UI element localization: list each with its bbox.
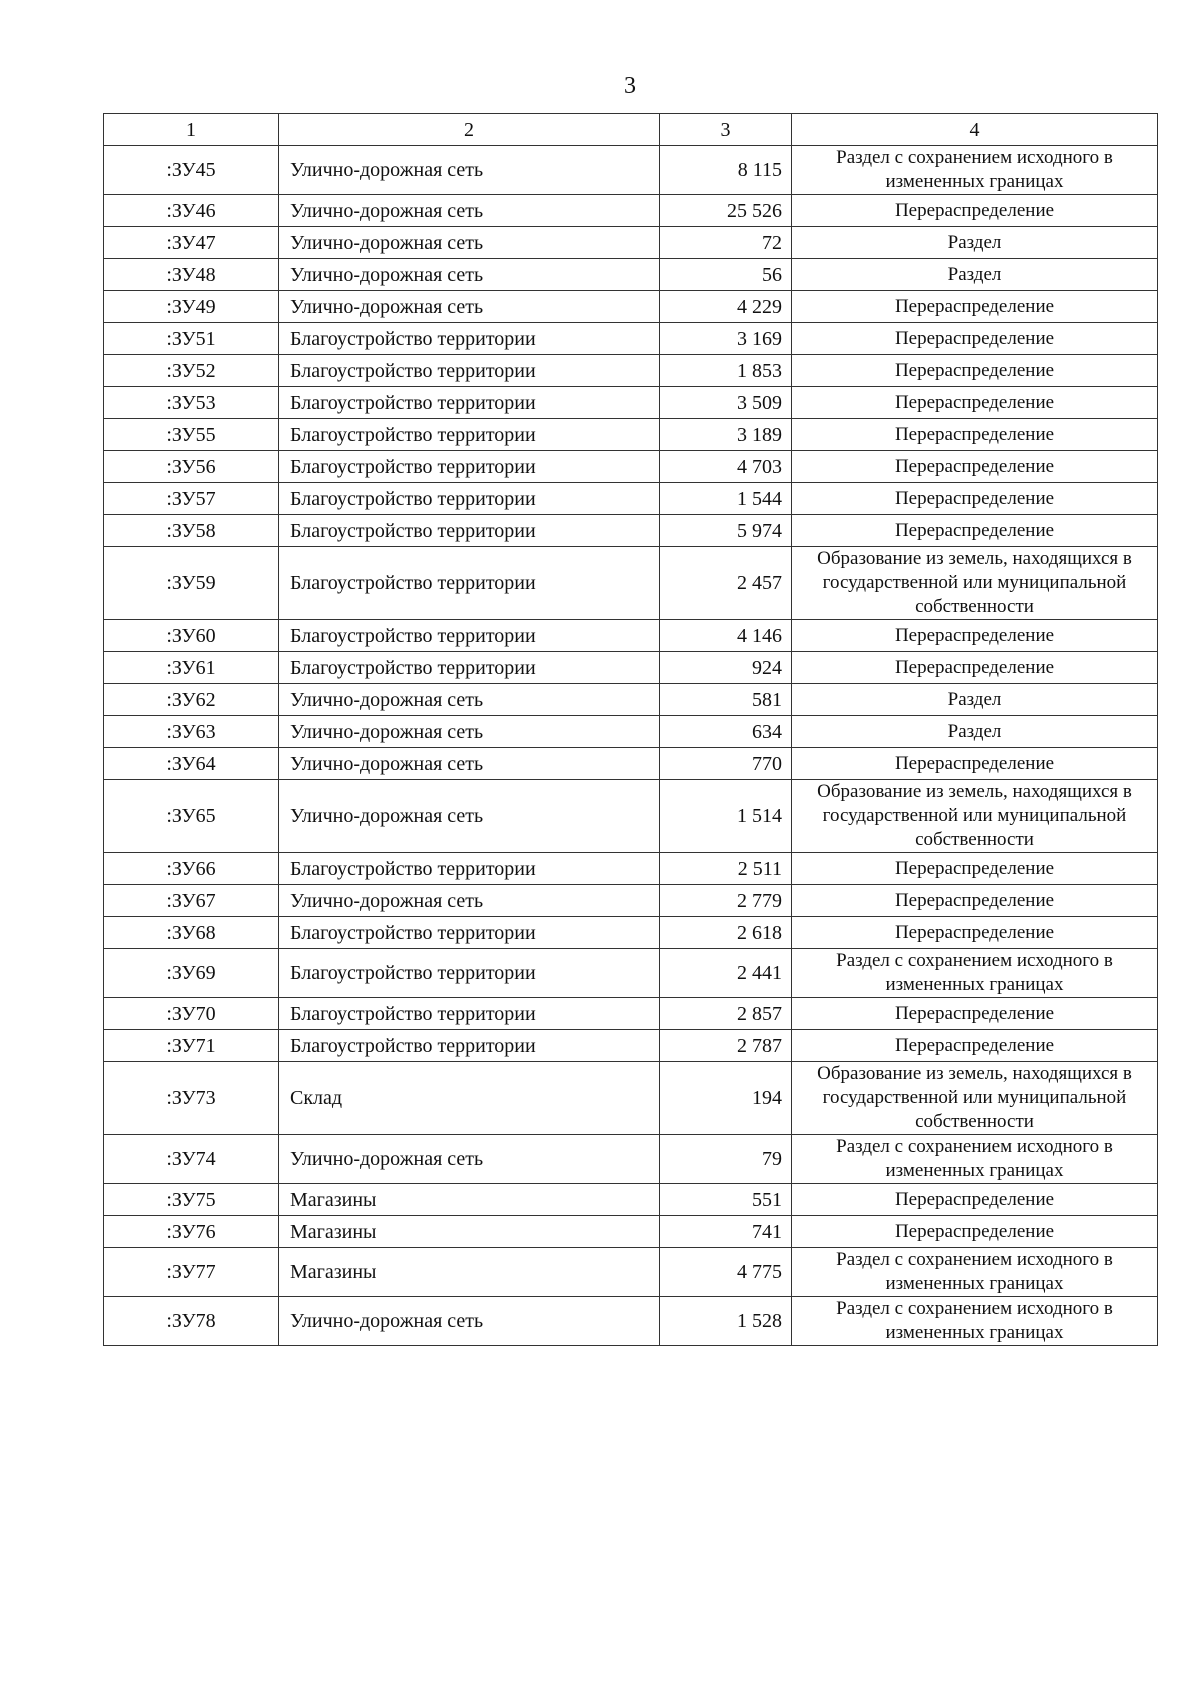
plot-id: :ЗУ75 xyxy=(104,1184,279,1216)
area-value: 4 146 xyxy=(660,620,792,652)
plot-id: :ЗУ59 xyxy=(104,547,279,620)
plot-id: :ЗУ47 xyxy=(104,227,279,259)
table-body xyxy=(104,146,1158,1346)
table-row xyxy=(104,291,1158,323)
area-value: 2 441 xyxy=(660,949,792,998)
table-row xyxy=(104,355,1158,387)
formation-method: Перераспределение xyxy=(792,387,1158,419)
table-row xyxy=(104,780,1158,853)
area-value: 581 xyxy=(660,684,792,716)
area-value: 3 189 xyxy=(660,419,792,451)
permitted-use: Улично-дорожная сеть xyxy=(279,259,660,291)
table-row xyxy=(104,652,1158,684)
permitted-use: Благоустройство территории xyxy=(279,355,660,387)
permitted-use: Улично-дорожная сеть xyxy=(279,146,660,195)
area-value: 2 787 xyxy=(660,1030,792,1062)
permitted-use: Улично-дорожная сеть xyxy=(279,291,660,323)
formation-method: Образование из земель, находящихся в государственной или муниципальной собственности xyxy=(792,1062,1158,1135)
formation-method: Раздел xyxy=(792,684,1158,716)
formation-method: Раздел с сохранением исходного в измененных границах xyxy=(792,949,1158,998)
area-value: 2 618 xyxy=(660,917,792,949)
permitted-use: Благоустройство территории xyxy=(279,1030,660,1062)
plot-id: :ЗУ65 xyxy=(104,780,279,853)
table-row xyxy=(104,748,1158,780)
permitted-use: Благоустройство территории xyxy=(279,998,660,1030)
plot-id: :ЗУ76 xyxy=(104,1216,279,1248)
permitted-use: Благоустройство территории xyxy=(279,483,660,515)
formation-method: Перераспределение xyxy=(792,195,1158,227)
formation-method: Перераспределение xyxy=(792,451,1158,483)
table-row xyxy=(104,998,1158,1030)
permitted-use: Благоустройство территории xyxy=(279,387,660,419)
area-value: 1 514 xyxy=(660,780,792,853)
formation-method: Перераспределение xyxy=(792,917,1158,949)
permitted-use: Магазины xyxy=(279,1216,660,1248)
formation-method: Перераспределение xyxy=(792,483,1158,515)
plot-id: :ЗУ48 xyxy=(104,259,279,291)
formation-method: Перераспределение xyxy=(792,853,1158,885)
formation-method: Раздел с сохранением исходного в измененных границах xyxy=(792,1297,1158,1346)
table-row xyxy=(104,323,1158,355)
formation-method: Раздел xyxy=(792,716,1158,748)
plot-id: :ЗУ53 xyxy=(104,387,279,419)
table-row xyxy=(104,716,1158,748)
plot-id: :ЗУ61 xyxy=(104,652,279,684)
formation-method: Раздел с сохранением исходного в измененных границах xyxy=(792,146,1158,195)
area-value: 2 511 xyxy=(660,853,792,885)
table-header xyxy=(104,114,1158,146)
plot-id: :ЗУ63 xyxy=(104,716,279,748)
permitted-use: Благоустройство территории xyxy=(279,853,660,885)
table-row xyxy=(104,917,1158,949)
area-value: 56 xyxy=(660,259,792,291)
table-row xyxy=(104,1184,1158,1216)
plot-id: :ЗУ74 xyxy=(104,1135,279,1184)
permitted-use: Улично-дорожная сеть xyxy=(279,684,660,716)
table-row xyxy=(104,853,1158,885)
area-value: 924 xyxy=(660,652,792,684)
plot-id: :ЗУ64 xyxy=(104,748,279,780)
permitted-use: Улично-дорожная сеть xyxy=(279,748,660,780)
plot-id: :ЗУ77 xyxy=(104,1248,279,1297)
table-row xyxy=(104,885,1158,917)
formation-method: Перераспределение xyxy=(792,291,1158,323)
formation-method: Образование из земель, находящихся в государственной или муниципальной собственности xyxy=(792,547,1158,620)
formation-method: Перераспределение xyxy=(792,1184,1158,1216)
plot-id: :ЗУ71 xyxy=(104,1030,279,1062)
table-row xyxy=(104,259,1158,291)
column-header-1: 1 xyxy=(104,114,279,146)
permitted-use: Благоустройство территории xyxy=(279,652,660,684)
area-value: 5 974 xyxy=(660,515,792,547)
area-value: 2 779 xyxy=(660,885,792,917)
formation-method: Образование из земель, находящихся в государственной или муниципальной собственности xyxy=(792,780,1158,853)
plot-id: :ЗУ60 xyxy=(104,620,279,652)
permitted-use: Благоустройство территории xyxy=(279,949,660,998)
table-row xyxy=(104,515,1158,547)
area-value: 1 853 xyxy=(660,355,792,387)
plot-id: :ЗУ56 xyxy=(104,451,279,483)
area-value: 72 xyxy=(660,227,792,259)
formation-method: Раздел с сохранением исходного в измененных границах xyxy=(792,1135,1158,1184)
formation-method: Перераспределение xyxy=(792,1030,1158,1062)
land-plots-table xyxy=(103,113,1158,1346)
area-value: 3 509 xyxy=(660,387,792,419)
permitted-use: Склад xyxy=(279,1062,660,1135)
permitted-use: Благоустройство территории xyxy=(279,547,660,620)
table-row xyxy=(104,227,1158,259)
plot-id: :ЗУ62 xyxy=(104,684,279,716)
table-row xyxy=(104,1135,1158,1184)
table-row xyxy=(104,1062,1158,1135)
formation-method: Перераспределение xyxy=(792,1216,1158,1248)
table-row xyxy=(104,949,1158,998)
permitted-use: Улично-дорожная сеть xyxy=(279,1297,660,1346)
area-value: 1 544 xyxy=(660,483,792,515)
plot-id: :ЗУ51 xyxy=(104,323,279,355)
area-value: 4 229 xyxy=(660,291,792,323)
area-value: 551 xyxy=(660,1184,792,1216)
table-row xyxy=(104,419,1158,451)
area-value: 4 703 xyxy=(660,451,792,483)
permitted-use: Улично-дорожная сеть xyxy=(279,716,660,748)
page-number: 3 xyxy=(624,73,636,99)
plot-id: :ЗУ45 xyxy=(104,146,279,195)
formation-method: Перераспределение xyxy=(792,748,1158,780)
permitted-use: Благоустройство территории xyxy=(279,620,660,652)
table-row xyxy=(104,451,1158,483)
table-row xyxy=(104,483,1158,515)
table-row xyxy=(104,195,1158,227)
formation-method: Перераспределение xyxy=(792,419,1158,451)
permitted-use: Магазины xyxy=(279,1248,660,1297)
header-row xyxy=(104,114,1158,146)
area-value: 741 xyxy=(660,1216,792,1248)
plot-id: :ЗУ58 xyxy=(104,515,279,547)
area-value: 634 xyxy=(660,716,792,748)
column-header-2: 2 xyxy=(279,114,660,146)
permitted-use: Благоустройство территории xyxy=(279,917,660,949)
area-value: 770 xyxy=(660,748,792,780)
permitted-use: Благоустройство территории xyxy=(279,419,660,451)
plot-id: :ЗУ69 xyxy=(104,949,279,998)
table-row xyxy=(104,1248,1158,1297)
formation-method: Перераспределение xyxy=(792,652,1158,684)
permitted-use: Благоустройство территории xyxy=(279,515,660,547)
permitted-use: Улично-дорожная сеть xyxy=(279,227,660,259)
area-value: 3 169 xyxy=(660,323,792,355)
permitted-use: Благоустройство территории xyxy=(279,451,660,483)
table-row xyxy=(104,620,1158,652)
permitted-use: Улично-дорожная сеть xyxy=(279,780,660,853)
permitted-use: Улично-дорожная сеть xyxy=(279,885,660,917)
plot-id: :ЗУ73 xyxy=(104,1062,279,1135)
table-row xyxy=(104,684,1158,716)
table-row xyxy=(104,1216,1158,1248)
plot-id: :ЗУ52 xyxy=(104,355,279,387)
table-row xyxy=(104,1030,1158,1062)
formation-method: Перераспределение xyxy=(792,620,1158,652)
table-row xyxy=(104,1297,1158,1346)
area-value: 2 857 xyxy=(660,998,792,1030)
plot-id: :ЗУ67 xyxy=(104,885,279,917)
formation-method: Перераспределение xyxy=(792,998,1158,1030)
plot-id: :ЗУ78 xyxy=(104,1297,279,1346)
permitted-use: Магазины xyxy=(279,1184,660,1216)
table-row xyxy=(104,146,1158,195)
permitted-use: Улично-дорожная сеть xyxy=(279,1135,660,1184)
area-value: 1 528 xyxy=(660,1297,792,1346)
formation-method: Раздел xyxy=(792,259,1158,291)
plot-id: :ЗУ57 xyxy=(104,483,279,515)
area-value: 25 526 xyxy=(660,195,792,227)
plot-id: :ЗУ66 xyxy=(104,853,279,885)
column-header-3: 3 xyxy=(660,114,792,146)
plot-id: :ЗУ68 xyxy=(104,917,279,949)
plot-id: :ЗУ46 xyxy=(104,195,279,227)
table-row xyxy=(104,387,1158,419)
area-value: 8 115 xyxy=(660,146,792,195)
table-row xyxy=(104,547,1158,620)
permitted-use: Улично-дорожная сеть xyxy=(279,195,660,227)
formation-method: Перераспределение xyxy=(792,515,1158,547)
area-value: 79 xyxy=(660,1135,792,1184)
area-value: 4 775 xyxy=(660,1248,792,1297)
formation-method: Перераспределение xyxy=(792,355,1158,387)
plot-id: :ЗУ55 xyxy=(104,419,279,451)
area-value: 2 457 xyxy=(660,547,792,620)
formation-method: Раздел xyxy=(792,227,1158,259)
plot-id: :ЗУ49 xyxy=(104,291,279,323)
formation-method: Перераспределение xyxy=(792,885,1158,917)
area-value: 194 xyxy=(660,1062,792,1135)
formation-method: Раздел с сохранением исходного в измененных границах xyxy=(792,1248,1158,1297)
permitted-use: Благоустройство территории xyxy=(279,323,660,355)
plot-id: :ЗУ70 xyxy=(104,998,279,1030)
formation-method: Перераспределение xyxy=(792,323,1158,355)
column-header-4: 4 xyxy=(792,114,1158,146)
